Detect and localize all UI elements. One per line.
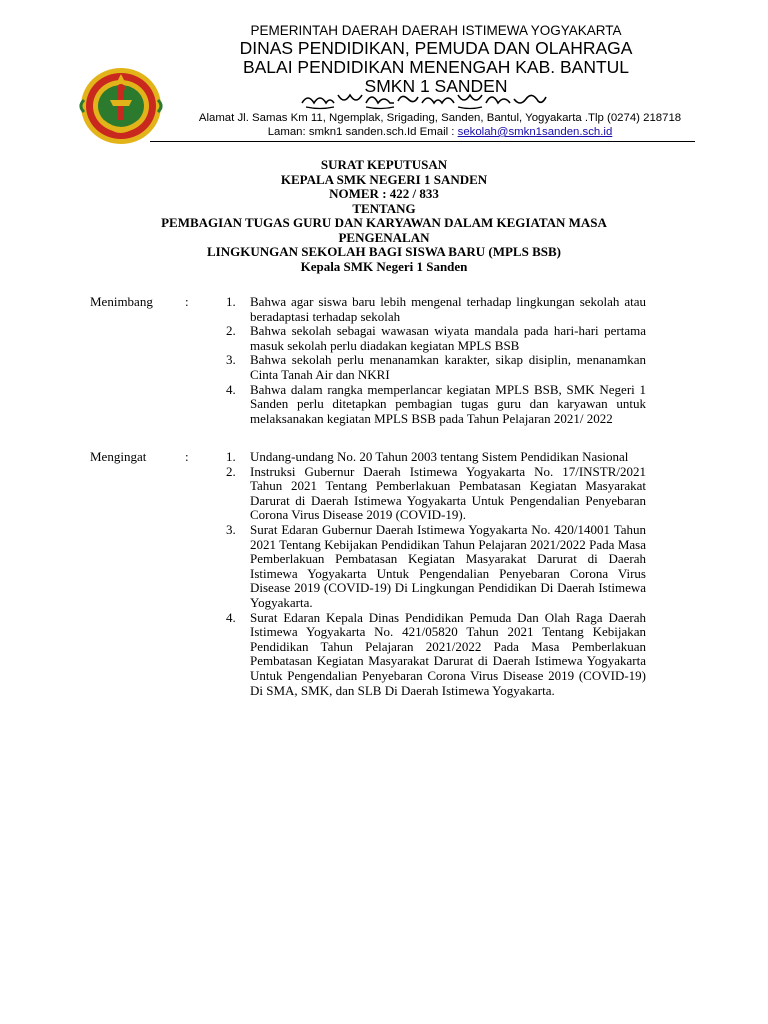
title-subject: PENGENALAN	[338, 229, 430, 245]
item-number: 1.	[226, 449, 236, 464]
letterhead	[176, 22, 696, 96]
item-text: Bahwa sekolah perlu menanamkan karakter, sikap disiplin, menanamkan Cinta Tanah Air dan NKRI	[250, 352, 646, 382]
javanese-script-icon	[300, 89, 550, 111]
section-label: Menimbang	[90, 294, 153, 309]
yogyakarta-crest-icon	[74, 60, 168, 148]
title-subject: PEMBAGIAN TUGAS GURU DAN KARYAWAN DALAM KEGIATAN MASA	[161, 215, 607, 230]
item-text: Surat Edaran Gubernur Daerah Istimewa Yogyakarta No. 420/14001 Tahun 2021 Tentang Kebijakan Pendidikan Tahun Pelajaran 2021/2022 Pada Masa Pemberlakuan Pembatasan Kegiatan Masyarakat Darurat di Daerah Istimewa Yogyakarta Untuk Pengendalian Penyebaran Corona Virus Disease 2019 (COVID-19) Di Lingkungan Pendidikan Di Daerah Istimewa Yogyakarta.	[250, 521, 646, 610]
section-label: Mengingat	[90, 449, 147, 464]
section-colon: :	[185, 294, 189, 309]
website-text: Laman: smkn1 sanden.sch.Id Email :	[267, 126, 458, 138]
list-item	[226, 450, 646, 465]
title-line: TENTANG	[352, 200, 416, 216]
section-colon: :	[185, 449, 189, 464]
title-line: SURAT KEPUTUSAN	[320, 157, 448, 172]
list-item	[226, 383, 646, 427]
item-text: Surat Edaran Kepala Dinas Pendidikan Pemuda Dan Olah Raga Daerah Istimewa Yogyakarta No. 421/05820 Tahun 2021 Tentang Kebijakan Pendidikan Tahun Pelajaran 2021/2022 Pada Masa Pemberlakuan Pembatasan Kegiatan Masyarakat Darurat di Daerah Istimewa Yogyakarta Untuk Pengendalian Penyebaran Corona Virus Disease 2019 (COVID-19) Di SMA, SMK, dan SLB Di Daerah Istimewa Yogyakarta.	[250, 609, 646, 698]
title-issuer: Kepala SMK Negeri 1 Sanden	[300, 258, 468, 274]
title-line: KEPALA SMK NEGERI 1 SANDEN	[280, 171, 488, 187]
menimbang-list	[226, 295, 646, 426]
letterhead-divider	[150, 141, 695, 142]
mengingat-list	[226, 450, 646, 698]
list-item	[226, 611, 646, 699]
letterhead-address-block	[160, 111, 720, 139]
letterhead-office: BALAI PENDIDIKAN MENENGAH KAB. BANTUL	[242, 57, 630, 77]
title-subject: LINGKUNGAN SEKOLAH BAGI SISWA BARU (MPLS BSB)	[207, 244, 561, 259]
decree-number: NOMER : 422 / 833	[329, 186, 439, 201]
item-number: 2.	[226, 463, 236, 479]
contact-line	[160, 125, 720, 139]
item-number: 3.	[226, 521, 236, 537]
item-text: Undang-undang No. 20 Tahun 2003 tentang Sistem Pendidikan Nasional	[250, 449, 629, 464]
list-item	[226, 324, 646, 353]
email-link[interactable]: sekolah@smkn1sanden.sch.id	[457, 126, 613, 138]
item-number: 4.	[226, 609, 236, 625]
item-text: Instruksi Gubernur Daerah Istimewa Yogyakarta No. 17/INSTR/2021 Tahun 2021 Tentang Pemberlakuan Pembatasan Kegiatan Masyarakat Darurat di Daerah Istimewa Yogyakarta Untuk Pengendalian Penyebaran Corona Virus Disease 2019 (COVID-19).	[250, 463, 646, 523]
item-number: 1.	[226, 294, 236, 309]
item-number: 2.	[226, 323, 236, 339]
item-number: 4.	[226, 381, 236, 397]
letterhead-government: PEMERINTAH DAERAH DAERAH ISTIMEWA YOGYAKARTA	[250, 23, 622, 38]
letterhead-department: DINAS PENDIDIKAN, PEMUDA DAN OLAHRAGA	[239, 38, 633, 58]
list-item	[226, 353, 646, 382]
item-number: 3.	[226, 352, 236, 368]
decree-title	[0, 158, 768, 274]
item-text: Bahwa dalam rangka memperlancar kegiatan MPLS BSB, SMK Negeri 1 Sanden perlu ditetapkan pembagian tugas guru dan karyawan untuk melaksanakan kegiatan MPLS BSB pada Tahun Pelajaran 2021/ 2022	[250, 381, 646, 426]
item-text: Bahwa agar siswa baru lebih mengenal terhadap lingkungan sekolah atau beradaptasi terhadap sekolah	[250, 294, 646, 324]
list-item	[226, 465, 646, 523]
list-item	[226, 295, 646, 324]
list-item	[226, 523, 646, 611]
address-line: Alamat Jl. Samas Km 11, Ngemplak, Srigading, Sanden, Bantul, Yogyakarta .Tlp (0274) 218718	[198, 112, 682, 124]
item-text: Bahwa sekolah sebagai wawasan wiyata mandala pada hari-hari pertama masuk sekolah perlu diadakan kegiatan MPLS BSB	[250, 323, 646, 353]
letterhead-school: SMKN 1 SANDEN	[364, 76, 508, 96]
